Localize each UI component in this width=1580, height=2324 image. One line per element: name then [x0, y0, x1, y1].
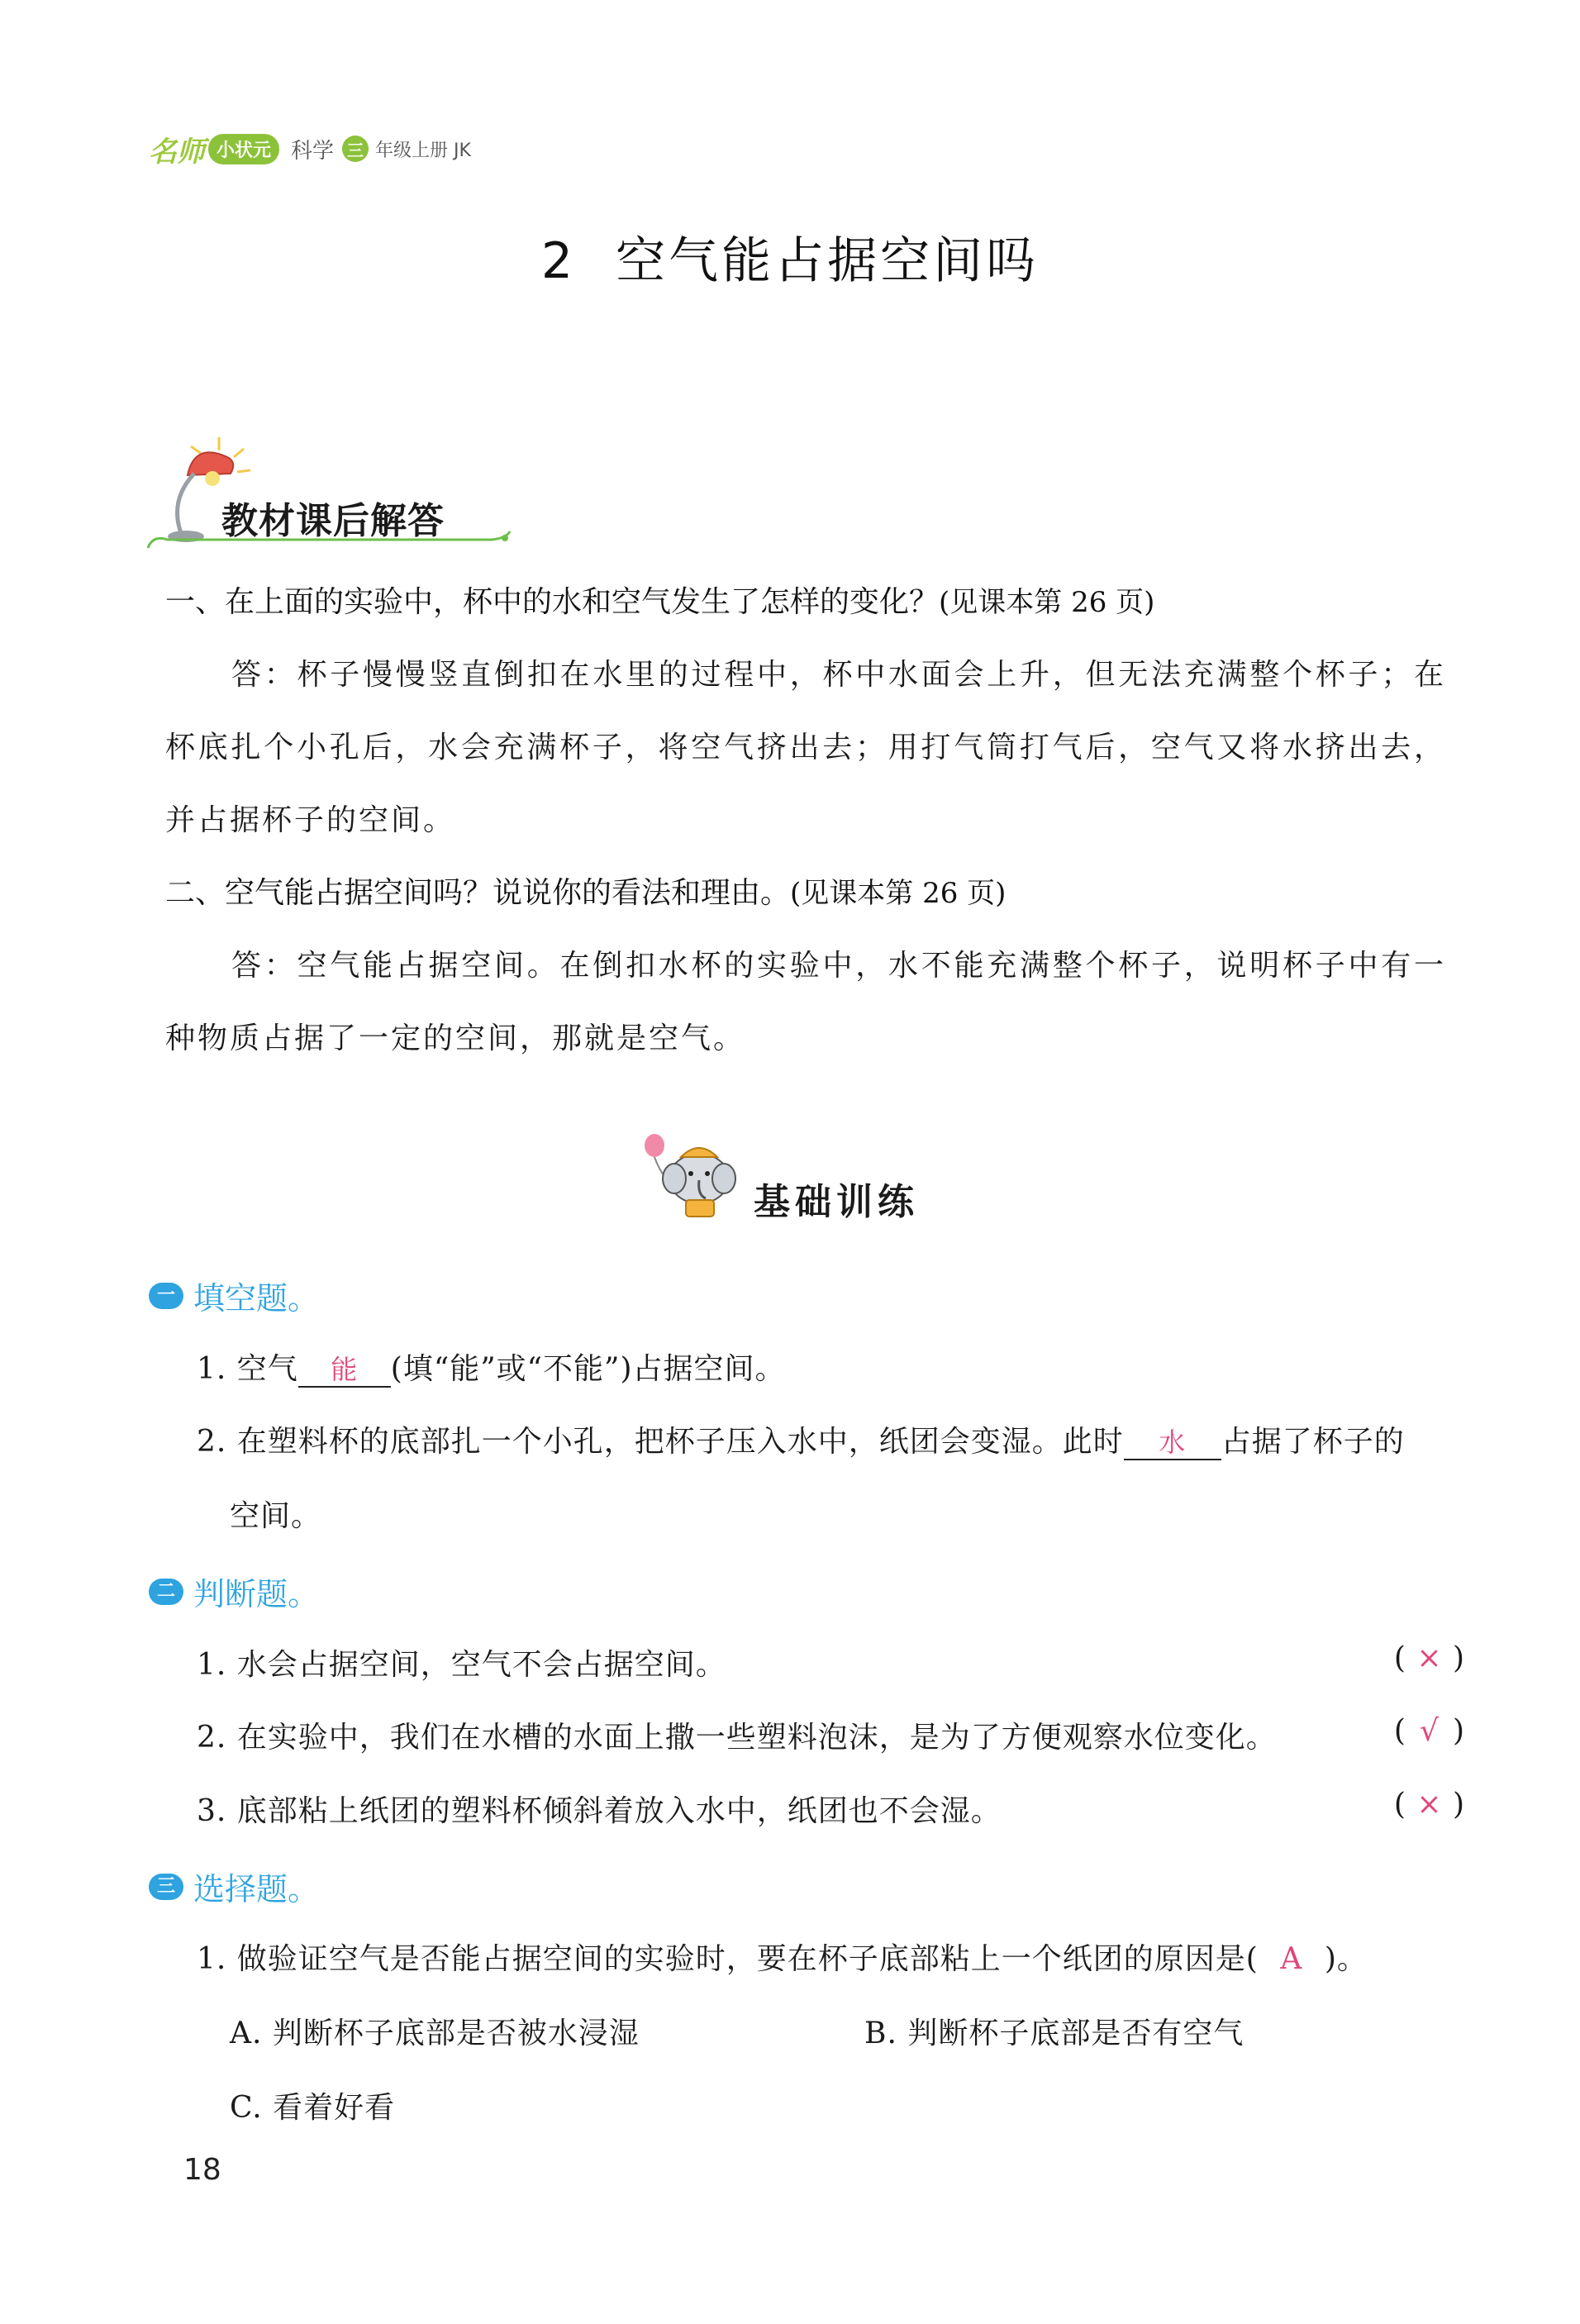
choice-option-b[interactable]: B. 判断杯子底部是否有空气 — [864, 2017, 1244, 2050]
part-3-header — [149, 1864, 319, 1909]
answer-2-paragraph: 答：空气能占据空间。在倒扣水杯的实验中，水不能充满整个杯子，说明杯子中有一种物质占据了一定的空间，那就是空气。 — [165, 949, 1446, 1055]
judge-item-3 — [197, 1788, 1465, 1830]
header-subject: 科学 — [291, 138, 335, 164]
lesson-title — [0, 221, 1580, 293]
brand-logo — [149, 129, 279, 169]
part-2-header — [149, 1569, 319, 1614]
judge-item-3-bracket[interactable]: ( × ) — [1393, 1788, 1465, 1822]
fill-item-1-post: (填“能”或“不能”)占据空间。 — [390, 1352, 786, 1386]
judge-item-3-mark: × — [1416, 1788, 1443, 1822]
judge-item-1-text: 1. 水会占据空间，空气不会占据空间。 — [197, 1648, 726, 1682]
question-2-ref: (见课本第 26 页) — [790, 877, 1007, 910]
judge-item-1-bracket[interactable]: ( × ) — [1393, 1641, 1465, 1675]
part-1-badge — [149, 1283, 183, 1309]
page-header — [149, 126, 471, 172]
lesson-title-text: 空气能占据空间吗 — [616, 232, 1040, 290]
judge-item-1 — [197, 1641, 1465, 1683]
part-2-badge — [149, 1579, 183, 1605]
choice-item-1-answer[interactable]: A — [1280, 1942, 1303, 1976]
part-1-title: 填空题。 — [193, 1280, 320, 1317]
choice-option-c[interactable]: C. 看着好看 — [230, 2091, 396, 2125]
fill-item-1-pre: 1. 空气 — [197, 1352, 298, 1386]
brand-script: 名师 — [149, 135, 205, 169]
question-1-text: 一、在上面的实验中，杯中的水和空气发生了怎样的变化？ — [165, 585, 940, 619]
brand-pill: 小状元 — [208, 134, 279, 164]
part-3-badge — [149, 1874, 183, 1900]
choice-item-1 — [197, 1936, 1368, 1978]
part-1-header — [149, 1273, 319, 1318]
part-3-title: 选择题。 — [193, 1871, 320, 1907]
fill-item-2 — [197, 1418, 1405, 1460]
question-1-heading — [165, 579, 1154, 621]
part-3-badge-text: 三 — [156, 1875, 175, 1897]
fill-item-2-post: 占据了杯子的 — [1221, 1425, 1405, 1459]
fill-item-1 — [197, 1345, 786, 1388]
judge-item-3-text: 3. 底部粘上纸团的塑料杯倾斜着放入水中，纸团也不会湿。 — [197, 1794, 1002, 1828]
part-2-badge-text: 二 — [156, 1580, 175, 1602]
choice-item-1-stem: 1. 做验证空气是否能占据空间的实验时，要在杯子底部粘上一个纸团的原因是( — [197, 1942, 1259, 1976]
judge-item-1-mark: × — [1416, 1641, 1443, 1675]
fill-blank-2[interactable]: 水 — [1124, 1426, 1221, 1460]
judge-item-2-text: 2. 在实验中，我们在水槽的水面上撒一些塑料泡沫，是为了方便观察水位变化。 — [197, 1721, 1277, 1755]
answer-1-paragraph: 答：杯子慢慢竖直倒扣在水里的过程中，杯中水面会上升，但无法充满整个杯子；在杯底扎个小孔后，水会充满杯子，将空气挤出去；用打气筒打气后，空气又将水挤出去，并占据杯子的空间。 — [165, 658, 1446, 837]
judge-item-2-mark: √ — [1419, 1714, 1440, 1748]
header-grade-badge: 三 — [342, 136, 369, 162]
fill-item-2-pre: 2. 在塑料杯的底部扎一个小孔，把杯子压入水中，纸团会变湿。此时 — [197, 1425, 1124, 1459]
choice-option-a[interactable]: A. 判断杯子底部是否被水浸湿 — [230, 2017, 640, 2050]
header-grade-text: 年级上册 JK — [375, 140, 471, 161]
lesson-number: 2 — [540, 232, 577, 290]
judge-item-2 — [197, 1714, 1465, 1756]
part-1-badge-text: 一 — [156, 1284, 175, 1306]
question-2-text: 二、空气能占据空间吗？说说你的看法和理由。 — [165, 876, 791, 910]
elephant-balloon-icon — [641, 1131, 765, 1220]
section-title-basic-training: 基础训练 — [754, 1181, 919, 1223]
part-2-title: 判断题。 — [193, 1576, 320, 1612]
section-title-textbook-answers: 教材课后解答 — [221, 500, 445, 542]
choice-item-1-stem-end: )。 — [1324, 1942, 1368, 1976]
page-number: 18 — [183, 2153, 221, 2187]
question-1-ref: (见课本第 26 页) — [939, 586, 1155, 619]
question-2-heading — [165, 869, 1006, 912]
fill-item-2-continuation: 空间。 — [230, 1499, 322, 1533]
judge-item-2-bracket[interactable]: ( √ ) — [1393, 1714, 1465, 1748]
fill-blank-1[interactable]: 能 — [298, 1353, 391, 1388]
